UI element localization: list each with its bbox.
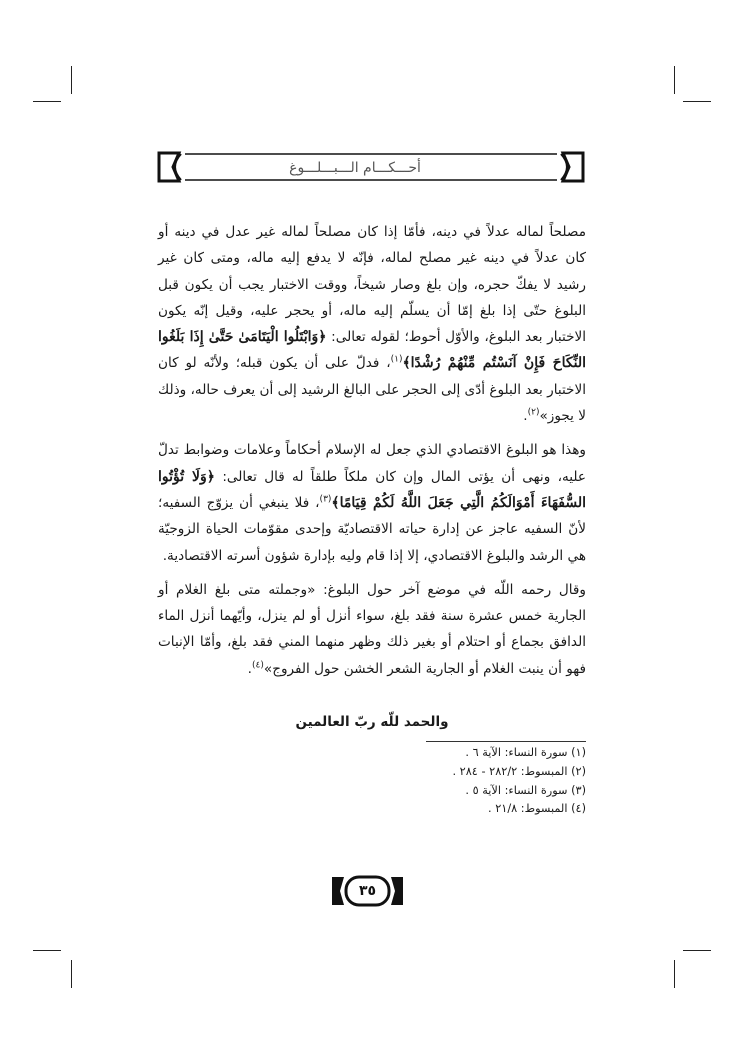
paragraph-1 [158,219,586,429]
footnote-ref-3[interactable]: (٣) [319,494,332,505]
paragraph-3-text: وقال رحمه اللّه في موضع آخر حول البلوغ: «وجملته متى بلغ الغلام أو الجارية خمس عشرة سنة فقد بلغ، سواء أنزل أو لم ينزل، وأيّهما أنزل الماء الدافق بجماع أو احتلام أو بغير ذلك وظهر منهما المني فقد بلغ، وأمّا الإنبات فهو أن ينبت الغلام أو الجارية الشعر الخشن حول الفروج» [158,581,586,677]
paragraph-3 [158,577,586,682]
crop-mark-bottom-right-v [674,960,675,988]
paragraph-1-text: مصلحاً لماله عدلاً في دينه، فأمّا إذا كان مصلحاً لماله غير عدل في دينه أو كان عدلاً في دينه غير مصلح لماله، فإنّه لا يدفع إليه ماله، ومتى كان غير رشيد لا يفكّ حجره، وإن بلغ وصار شيخاً، ووقت الاختبار يجب أن يكون قبل البلوغ حتّى إذا بلغ إمّا أن يسلّم إليه ماله، أو يحجر عليه، وقيل إنّه يكون الاختبار بعد البلوغ، والأوّل أحوط؛ لقوله تعالى: [158,224,586,346]
footnote-2: (٢) المبسوط: ٢٨٢/٢ - ٢٨٤ . [452,764,586,778]
paragraph-1-continuation: ، فدلّ على أن يكون قبله؛ ولأنّه لو كان الاختبار بعد البلوغ أدّى إلى الحجر على البالغ الرشيد إلى أن يعرف حاله، وذلك لا يجوز» [158,355,586,425]
footnote-3: (٣) سورة النساء: الآية ٥ . [465,783,586,797]
footnote-ref-2[interactable]: (٢) [527,407,540,418]
header-title: أحـــكـــام الـــبـــلـــوغ [289,160,421,176]
crop-mark-top-left-h [33,101,61,102]
footnote-ref-4[interactable]: (٤) [252,660,264,671]
closing-line: والحمد للّه ربّ العالمين [295,714,449,730]
footnote-4: (٤) المبسوط: ٢١/٨ . [488,802,586,816]
footnotes [380,744,586,819]
quran-verse-1: ﴿وَابْتَلُوا الْيَتَامَىٰ حَتَّىٰ إِذَا بَلَغُوا النِّكَاحَ فَإِنْ آنَسْتُم مِّنْهُمْ رُشْدًا﴾ [158,329,586,372]
crop-mark-top-right-v [674,66,675,94]
crop-mark-bottom-right-h [683,950,711,951]
paragraph-3-end: . [247,660,252,677]
crop-mark-bottom-left-h [33,950,61,951]
page-number: ٣٥ [358,883,377,899]
paragraph-1-end: . [523,408,528,425]
running-header [155,150,587,184]
footnote-1: (١) سورة النساء: الآية ٦ . [465,746,586,759]
paragraph-2 [158,437,586,568]
crop-mark-bottom-left-v [71,960,72,988]
paragraph-2-end: ، فلا ينبغي أن يزوّج السفيه؛ لأنّ السفيه عاجز عن إدارة حياته الاقتصاديّة وإحدى مقوّمات الحياة الزوجيّة هي الرشد والبلوغ الاقتصادي، إلا إذا قام وليه بإدارة شؤون أسرته الاقتصادية. [158,494,586,564]
page-number-badge [330,875,405,907]
paragraph-2-text: وهذا هو البلوغ الاقتصادي الذي جعل له الإسلام أحكاماً وعلامات وضوابط تدلّ عليه، ونهى أن يؤتى المال وإن كان ملكاً طلقاً له قال تعالى: [158,442,586,485]
footnote-ref-1[interactable]: (١) [390,354,403,365]
body-text [158,219,586,682]
crop-mark-top-right-h [683,101,711,102]
quran-verse-2: ﴿وَلَا تُؤْتُوا السُّفَهَاءَ أَمْوَالَكُمُ الَّتِي جَعَلَ اللَّهُ لَكُمْ قِيَامًا﴾ [158,468,586,511]
crop-mark-top-left-v [71,66,72,94]
footnote-separator [426,741,586,742]
